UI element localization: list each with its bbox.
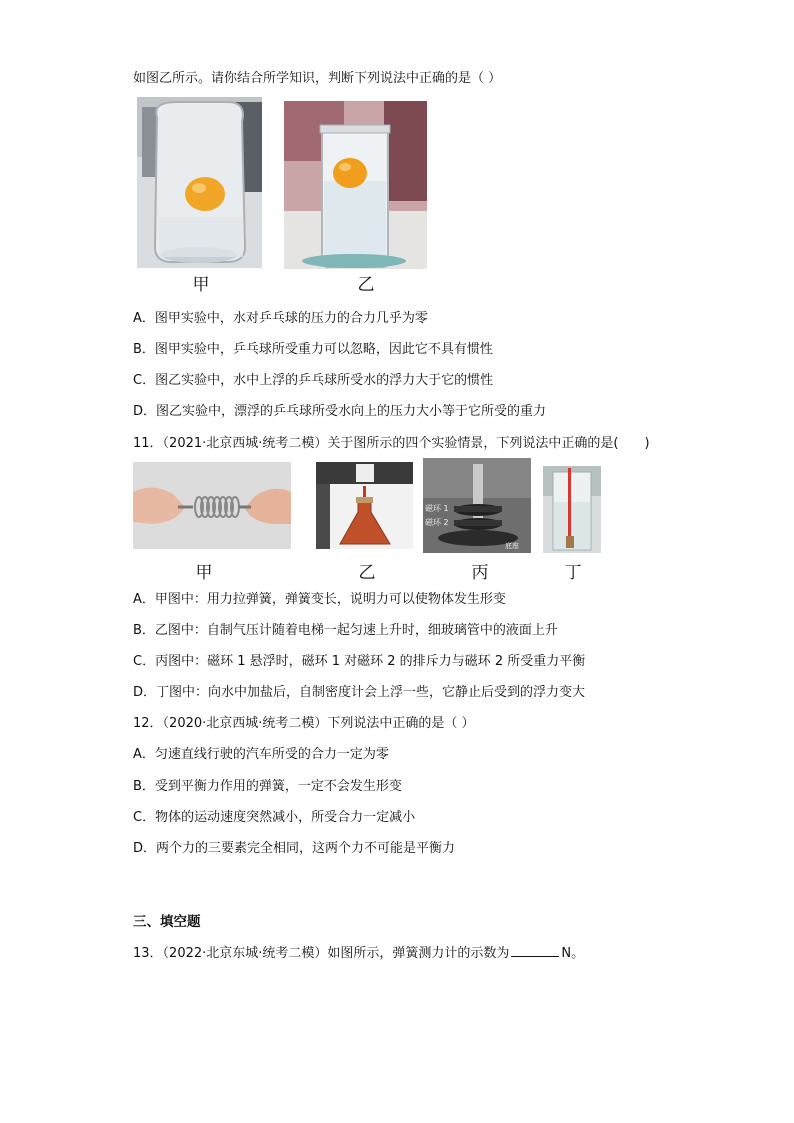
q11-stem: 11．（2021·北京西城·统考二模）关于图所示的四个实验情景，下列说法中正确的是( ): [133, 436, 650, 451]
q13-unit: N。: [561, 946, 585, 961]
spring-stretch-image: [133, 462, 291, 549]
q11-caption-bing: 丙: [471, 563, 489, 583]
q10-option-c: C．图乙实验中，水中上浮的乒乓球所受水的浮力大于它的惯性: [133, 373, 494, 388]
q12-option-c: C．物体的运动速度突然减小，所受合力一定减小: [133, 810, 416, 825]
q10-photo-yi: [284, 101, 427, 269]
q10-option-d: D．图乙实验中，漂浮的乒乓球所受水向上的压力大小等于它所受的重力: [133, 404, 547, 419]
q10-option-a: A．图甲实验中，水对乒乓球的压力的合力几乎为零: [133, 311, 428, 326]
ring-label-2: 磁环 2: [425, 518, 449, 527]
q12-option-d: D．两个力的三要素完全相同，这两个力不可能是平衡力: [133, 841, 456, 856]
q11-option-c: C．丙图中：磁环 1 悬浮时，磁环 1 对磁环 2 的排斥力与磁环 2 所受重力平衡: [133, 654, 586, 669]
bottle-egg-sunk-image: [137, 97, 262, 268]
q10-intro: 如图乙所示。请你结合所学知识，判断下列说法中正确的是（ ）: [133, 71, 502, 86]
q10-photo-jia: [137, 97, 262, 268]
ring-label-1: 磁环 1: [425, 504, 449, 513]
q10-option-b: B．图甲实验中，乒乓球所受重力可以忽略，因此它不具有惯性: [133, 342, 493, 357]
q11-option-d: D．丁图中：向水中加盐后，自制密度计会上浮一些，它静止后受到的浮力变大: [133, 685, 586, 700]
q12-option-a: A．匀速直线行驶的汽车所受的合力一定为零: [133, 747, 389, 762]
q11-photo-yi: [316, 462, 413, 549]
q11-option-b: B．乙图中：自制气压计随着电梯一起匀速上升时，细玻璃管中的液面上升: [133, 623, 558, 638]
section-title: 三、填空题: [133, 914, 201, 930]
q11-option-a: A．甲图中：用力拉弹簧，弹簧变长，说明力可以使物体发生形变: [133, 592, 506, 607]
bottle-egg-floating-image: [284, 101, 427, 269]
q11-caption-yi: 乙: [358, 563, 376, 583]
q13-stem: [133, 942, 584, 961]
base-label: 底座: [505, 542, 519, 550]
q11-photo-bing: [423, 458, 531, 553]
q12-stem: 12．（2020·北京西城·统考二模）下列说法中正确的是（ ）: [133, 716, 475, 731]
q12-option-b: B．受到平衡力作用的弹簧，一定不会发生形变: [133, 779, 402, 794]
q11-caption-jia: 甲: [195, 563, 213, 583]
hydrometer-cup-image: [543, 466, 601, 553]
answer-blank[interactable]: [511, 946, 559, 957]
q10-caption-right: 乙: [357, 275, 375, 295]
barometer-flask-image: [316, 462, 413, 549]
q10-caption-left: 甲: [192, 275, 210, 295]
magnetic-rings-image: [423, 458, 531, 553]
q11-caption-ding: 丁: [564, 563, 582, 583]
q13-stem-text: 13．（2022·北京东城·统考二模）如图所示，弹簧测力计的示数为: [133, 946, 510, 961]
q11-photo-ding: [543, 466, 601, 553]
q11-photo-jia: [133, 462, 291, 549]
